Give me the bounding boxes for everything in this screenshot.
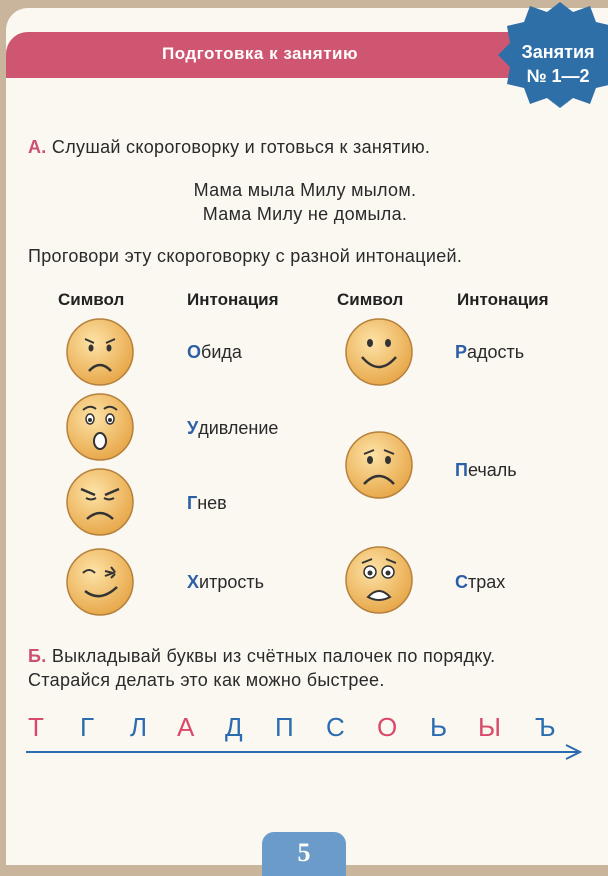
- section-b-line2: Старайся делать это как можно быстрее.: [28, 670, 385, 690]
- emotion-joy: [455, 342, 524, 363]
- section-b-line1-wrap: [28, 646, 495, 667]
- letter-item: Г: [80, 712, 95, 742]
- badge-line1: Занятия: [521, 42, 595, 62]
- letter-item: О: [377, 712, 398, 742]
- section-b-label: Б.: [28, 646, 47, 666]
- emotion-anger: [187, 493, 227, 514]
- instruction-text: Проговори эту скороговорку с разной интонацией.: [28, 246, 463, 266]
- letter-item: Ы: [478, 712, 502, 742]
- page-title: Подготовка к занятию: [161, 44, 358, 63]
- column-header-symbol-left: Символ: [58, 290, 125, 309]
- column-header-symbol-right: Символ: [337, 290, 404, 309]
- emotion-anger-first-letter: Г: [187, 493, 198, 513]
- verse-line-1: Мама мыла Милу мылом.: [193, 180, 417, 200]
- surprise-face-icon: [65, 392, 135, 462]
- letter-sequence: [20, 712, 580, 746]
- letter-item: С: [326, 712, 345, 742]
- emotion-sadness-rest: ечаль: [467, 460, 517, 480]
- emotion-sadness-first-letter: П: [455, 460, 468, 480]
- emotion-fear-first-letter: С: [455, 572, 468, 592]
- emotion-joy-first-letter: Р: [455, 342, 468, 362]
- lesson-badge: [508, 40, 608, 88]
- section-b-line1: Выкладывай буквы из счётных палочек по порядку.: [51, 646, 496, 666]
- emotion-joy-rest: адость: [467, 342, 525, 362]
- anger-face-icon: [65, 467, 135, 537]
- letter-item: Т: [28, 712, 44, 742]
- page-number: 5: [297, 838, 311, 867]
- emotion-offense: [187, 342, 242, 363]
- sadness-face-icon: [344, 430, 414, 500]
- letter-item: Д: [225, 712, 243, 742]
- emotion-fear-rest: трах: [468, 572, 506, 592]
- emotion-cunning-first-letter: Х: [187, 572, 200, 592]
- letter-item: П: [275, 712, 294, 742]
- cunning-face-icon: [65, 547, 135, 617]
- letter-item: Ь: [430, 712, 448, 742]
- emotion-surprise: [187, 418, 278, 439]
- fear-face-icon: [344, 545, 414, 615]
- column-header-intonation-right: Интонация: [457, 290, 549, 309]
- emotion-cunning: [187, 572, 264, 593]
- emotion-offense-first-letter: О: [187, 342, 202, 362]
- offense-face-icon: [65, 317, 135, 387]
- letter-item: Ъ: [535, 712, 556, 742]
- badge-line2: № 1—2: [526, 66, 590, 86]
- emotion-fear: [455, 572, 505, 593]
- verse-line-2: Мама Милу не домыла.: [202, 204, 408, 224]
- column-header-intonation-left: Интонация: [187, 290, 279, 309]
- emotion-offense-rest: бида: [201, 342, 242, 362]
- section-a-text: Слушай скороговорку и готовься к занятию.: [51, 137, 431, 157]
- emotion-surprise-first-letter: У: [187, 418, 199, 438]
- letter-item: Л: [130, 712, 148, 742]
- emotion-anger-rest: нев: [197, 493, 227, 513]
- letter-item: А: [177, 712, 195, 742]
- emotion-surprise-rest: дивление: [198, 418, 279, 438]
- section-a-heading: [28, 137, 430, 158]
- section-a-label: А.: [28, 137, 47, 157]
- joy-face-icon: [344, 317, 414, 387]
- arrow-right-icon: [26, 742, 586, 762]
- emotion-cunning-rest: итрость: [199, 572, 264, 592]
- emotion-sadness: [455, 460, 517, 481]
